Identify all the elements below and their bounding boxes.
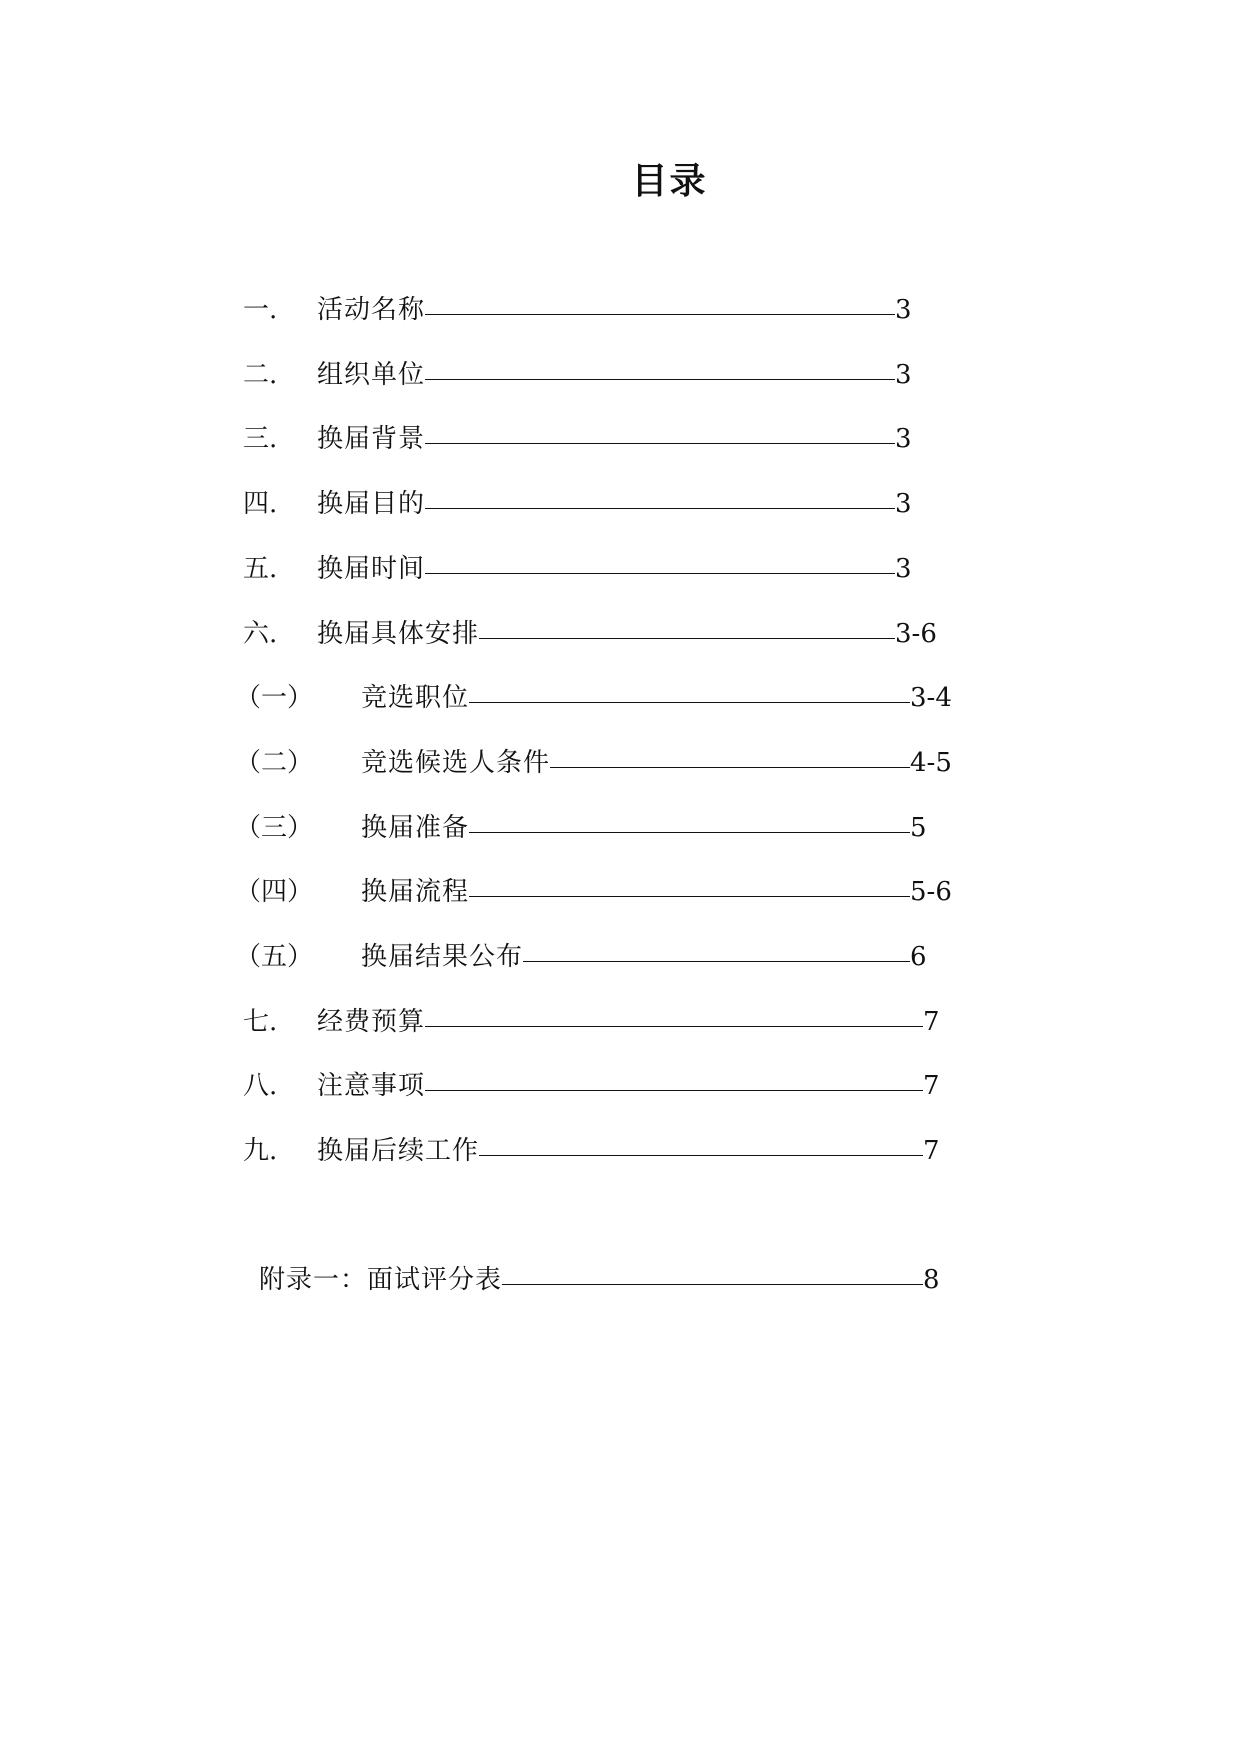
- toc-entry-number: 四.: [243, 489, 278, 520]
- toc-leader-line: [425, 443, 895, 444]
- toc-leader-line: [425, 1026, 923, 1027]
- toc-entry-page: 5: [910, 812, 927, 843]
- toc-appendix-page: 8: [923, 1265, 940, 1295]
- toc-entry-number: （一）: [235, 683, 314, 714]
- toc-appendix-label: 附录一：面试评分表: [259, 1265, 503, 1295]
- toc-entry-number: 七.: [243, 1006, 278, 1037]
- toc-entry-label: 换届时间: [317, 553, 426, 584]
- toc-leader-line: [479, 1155, 923, 1156]
- toc-entry-page: 3-4: [910, 683, 952, 714]
- toc-entry-page: 3: [895, 295, 912, 325]
- toc-entry-page: 3: [895, 553, 912, 584]
- toc-entry-page: 4-5: [910, 747, 952, 778]
- toc-entry[interactable]: [0, 1066, 1241, 1106]
- toc-entry-number: 八.: [243, 1071, 278, 1102]
- page-title: 目录: [631, 161, 708, 202]
- toc-entry[interactable]: [0, 937, 1241, 977]
- toc-entry-number: （五）: [235, 942, 314, 972]
- toc-entry-label: 换届结果公布: [361, 942, 524, 972]
- toc-entry-label: 竞选职位: [361, 683, 470, 714]
- toc-appendix-entry[interactable]: [0, 1260, 1241, 1300]
- toc-entry-page: 3-6: [895, 618, 937, 649]
- toc-entry-page: 7: [923, 1071, 940, 1102]
- toc-entry-number: 三.: [243, 424, 278, 455]
- toc-entry[interactable]: [0, 1002, 1241, 1042]
- toc-entry-label: 换届流程: [361, 877, 470, 908]
- toc-entry-page: 3: [895, 489, 912, 520]
- toc-leader-line: [425, 573, 895, 574]
- toc-entry-number: 二.: [243, 359, 278, 390]
- toc-entry-label: 活动名称: [317, 295, 426, 325]
- toc-entry-number: 一.: [243, 295, 278, 325]
- toc-entry-label: 换届具体安排: [317, 618, 480, 649]
- toc-entry[interactable]: [0, 872, 1241, 912]
- toc-entry[interactable]: [0, 419, 1241, 459]
- toc-entry-label: 换届背景: [317, 424, 426, 455]
- toc-leader-line: [469, 832, 910, 833]
- toc-leader-line: [425, 379, 895, 380]
- toc-entry-label: 换届目的: [317, 489, 426, 520]
- toc-leader-line: [523, 961, 910, 962]
- toc-entry[interactable]: [0, 484, 1241, 524]
- toc-entry[interactable]: [0, 743, 1241, 783]
- toc-entry[interactable]: [0, 1131, 1241, 1171]
- toc-entry-page: 3: [895, 424, 912, 455]
- toc-entry-number: （四）: [235, 877, 314, 908]
- toc-entry[interactable]: [0, 290, 1241, 330]
- toc-entry-label: 换届准备: [361, 812, 470, 843]
- toc-leader-line: [425, 508, 895, 509]
- toc-entry-label: 注意事项: [317, 1071, 426, 1102]
- toc-entry-label: 竞选候选人条件: [361, 747, 551, 778]
- toc-leader-line: [502, 1284, 923, 1285]
- toc-leader-line: [425, 314, 895, 315]
- toc-entry-number: 九.: [243, 1136, 278, 1167]
- toc-entry-number: 五.: [243, 553, 278, 584]
- toc-entry-page: 3: [895, 359, 912, 390]
- toc-entry[interactable]: [0, 355, 1241, 395]
- toc-entry-page: 7: [923, 1136, 940, 1167]
- toc-entry-page: 5-6: [910, 877, 952, 908]
- toc-entry-page: 6: [910, 942, 927, 972]
- toc-entry[interactable]: [0, 614, 1241, 654]
- toc-leader-line: [469, 896, 910, 897]
- toc-entry[interactable]: [0, 678, 1241, 718]
- toc-leader-line: [469, 702, 910, 703]
- toc-entry-page: 7: [923, 1006, 940, 1037]
- toc-entry[interactable]: [0, 808, 1241, 848]
- toc-entry-number: （二）: [235, 747, 314, 778]
- toc-entry-number: 六.: [243, 618, 278, 649]
- toc-leader-line: [550, 767, 910, 768]
- toc-entry[interactable]: [0, 549, 1241, 589]
- toc-leader-line: [425, 1090, 923, 1091]
- toc-entry-label: 经费预算: [317, 1006, 426, 1037]
- toc-entry-number: （三）: [235, 812, 314, 843]
- toc-leader-line: [479, 638, 895, 639]
- toc-entry-label: 换届后续工作: [317, 1136, 480, 1167]
- toc-entry-label: 组织单位: [317, 359, 426, 390]
